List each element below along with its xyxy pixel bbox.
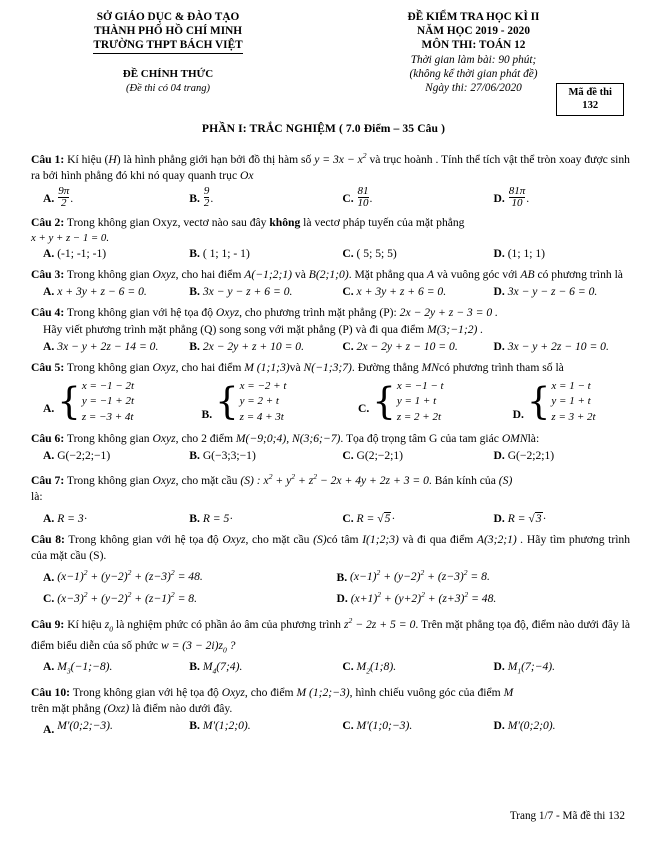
question-7-frame: Oxyz (152, 474, 176, 488)
question-10-label: Câu 10: (31, 685, 70, 699)
option-row-item[interactable] (337, 587, 631, 607)
question-2-label: Câu 2: (31, 215, 65, 229)
option-value: 3x − y − z + 6 = 0. (202, 285, 293, 299)
option-row-item[interactable] (189, 448, 342, 464)
question-1-options (31, 186, 630, 210)
question-9-options (31, 659, 630, 680)
option-value: G(2;−2;1) (356, 449, 404, 463)
exam-code-label: Mã đề thi (568, 87, 612, 98)
option-value: M'(0;2;0). (507, 719, 556, 733)
question-4 (31, 305, 630, 321)
question-8-text-e: Hãy tìm phương trình của mặt cầu (S). (31, 532, 631, 563)
option-value: (1; 1; 1) (507, 246, 546, 260)
exam-duration-note: (không kể thời gian phát đề) (409, 67, 538, 80)
option-letter: D. (493, 719, 505, 733)
option-row-item[interactable]: C. R = √5· (342, 511, 396, 525)
question-10-text-d: trên mặt phẳng (31, 702, 101, 716)
exam-code-box (556, 83, 624, 116)
question-7-label: Câu 7: (31, 474, 65, 488)
question-9-w-expression: $w = (3 - 2i)z_0$ ? (160, 638, 236, 654)
option-row-item[interactable] (494, 659, 631, 680)
option-letter: C. (358, 402, 370, 416)
department-line-1: SỞ GIÁO DỤC & ĐÀO TẠO (96, 11, 240, 23)
question-10-text-c: , hình chiếu vuông góc của điểm (349, 685, 501, 699)
option-value: 2x − 2y + z − 10 = 0. (356, 339, 458, 353)
option-letter: D. (493, 511, 505, 525)
question-5-text-d: có phương trình tham số là (439, 360, 564, 374)
question-5-text-b: , cho hai điểm (175, 360, 242, 374)
question-8-point-a: A(3;2;1) . (476, 532, 524, 546)
option-value: x + 3y + z + 6 = 0. (356, 285, 447, 299)
left-brace-icon: { (57, 380, 81, 424)
option-letter: C. (342, 285, 354, 299)
question-8-center: I(1;2;3) (362, 532, 399, 546)
option-row-item[interactable] (43, 448, 189, 464)
option-letter: A. (43, 402, 55, 416)
option-value: $M_1(7;-4)$. (507, 660, 556, 676)
question-6-triangle: OMN (501, 431, 528, 445)
question-10-m-label: M (503, 685, 514, 699)
question-3-options (31, 284, 630, 300)
question-9-text-b: là nghiệm phức có phần ảo âm của phương trình (115, 617, 341, 631)
question-3-point-b: B(2;1;0) (308, 267, 349, 281)
question-3-text-b: , cho hai điểm (175, 267, 242, 281)
option-letter: B. (189, 449, 200, 463)
question-1-text-b: là hình phẳng giới hạn bởi đồ thị hàm số (123, 152, 312, 166)
question-3-point-label: A (426, 267, 435, 281)
option-value: (-1; -1; -1) (57, 246, 107, 260)
question-3-text-e: có phương trình là (537, 267, 623, 281)
option-letter: B. (189, 339, 200, 353)
option-row-item[interactable] (43, 339, 189, 355)
question-10-text-a: Trong không gian với hệ tọa độ (72, 685, 219, 699)
question-4-text-c-line (31, 322, 630, 338)
option-value: R = √3 (507, 511, 542, 525)
option-value: M'(0;2;−3). (57, 719, 113, 733)
school-name: TRƯỜNG THPT BÁCH VIỆT (18, 38, 318, 53)
option-row-item[interactable] (358, 379, 513, 425)
question-5-frame: Oxyz (152, 360, 176, 374)
question-5-text-a: Trong không gian (66, 360, 150, 374)
question-10-text-e: là điểm nào dưới đây. (132, 702, 233, 716)
option-fraction: $\frac{9\pi}{2}$ (58, 184, 70, 210)
department-line-2: THÀNH PHỐ HỒ CHÍ MINH (93, 25, 243, 38)
option-value: $M_2(1;8)$. (356, 660, 397, 676)
option-row-item[interactable] (342, 339, 493, 355)
option-row-item[interactable] (494, 246, 631, 262)
option-letter: B. (189, 285, 200, 299)
option-row-item[interactable] (342, 659, 493, 680)
exam-subject: MÔN THI: TOÁN 12 (421, 39, 526, 52)
option-letter: B. (189, 719, 200, 733)
question-10-point-m: M (1;2;−3) (296, 685, 350, 699)
question-4-label: Câu 4: (31, 306, 65, 320)
question-8 (31, 532, 630, 565)
page-footer: Trang 1/7 - Mã đề thi 132 (509, 810, 625, 822)
question-6-text-d: là: (527, 431, 540, 445)
question-8-options-row-1 (31, 566, 630, 586)
page-count-note: (Đề thi có 04 trang) (126, 82, 210, 94)
question-1-function: $y = 3x - x^2$ (314, 151, 367, 166)
question-5-point-m: M (1;1;3) (244, 360, 290, 374)
option-letter: A. (43, 339, 55, 353)
question-5-label: Câu 5: (31, 360, 65, 374)
question-3-text-c: . Mặt phẳng qua (348, 267, 425, 281)
option-letter: A. (43, 191, 55, 205)
question-7-text-a: Trong không gian (66, 474, 150, 488)
question-8-text-b: , cho mặt cầu (245, 532, 310, 546)
question-5-point-n: N(−1;3;7) (303, 360, 352, 374)
question-4-frame: Oxyz (215, 306, 240, 320)
option-letter: C. (342, 660, 354, 674)
question-1-text-a: Kí hiệu (67, 152, 102, 166)
option-row-item[interactable] (494, 718, 631, 734)
exam-date: Ngày thi: 27/06/2020 (425, 82, 522, 95)
question-4-text-b: , cho phương trình mặt phẳng (P): (239, 306, 397, 320)
question-1-inline-H: (H) (104, 152, 121, 166)
option-system: x = −1 − t y = 1 + t z = 2 + 2t (396, 380, 444, 423)
option-value: ( 5; 5; 5) (356, 246, 397, 260)
question-1-axis: Ox (240, 169, 254, 183)
option-fraction: $\frac{9}{2}$ (203, 184, 210, 210)
question-10-text-d-line (31, 701, 630, 717)
exam-title-line-2: NĂM HỌC 2019 - 2020 (417, 25, 530, 38)
question-10-frame: Oxyz (221, 685, 245, 699)
question-6-points: M(−9;0;4), N(3;6;−7) (235, 431, 341, 445)
header-exam-block (318, 10, 629, 111)
option-value: M'(1;2;0). (202, 719, 251, 733)
option-row-item[interactable] (189, 339, 342, 355)
option-letter: C. (43, 591, 55, 605)
question-7-text-d-line (31, 489, 630, 505)
option-row-item[interactable] (337, 566, 631, 586)
question-1-text-c: và trục hoành . Tính thể tích vật thể tròn xoay được sinh ra bởi hình phẳng đó khi nó quay quanh trục (31, 152, 630, 183)
left-brace-icon: { (526, 380, 551, 424)
option-row-item[interactable] (513, 379, 630, 425)
option-row-item[interactable] (189, 246, 342, 262)
question-8-text-c: có tâm (326, 532, 359, 546)
question-3-label: Câu 3: (31, 267, 65, 281)
option-value: $(x+1)^2 + (y+2)^2 + (z+3)^2 = 48$. (350, 589, 497, 605)
option-letter: A. (43, 285, 55, 299)
question-10-options (31, 718, 630, 737)
option-row-item[interactable]: C. $\frac{81}{10}$ . (342, 184, 373, 210)
option-value: ( 1; 1; - 1) (202, 246, 250, 260)
question-6-text-a: Trong không gian (66, 431, 150, 445)
document-header (0, 0, 647, 111)
question-8-frame: Oxyz (222, 532, 246, 546)
question-5 (31, 360, 630, 376)
question-3-point-a: A(−1;2;1) (244, 267, 292, 281)
question-2-equation-line (31, 231, 630, 245)
question-7 (31, 469, 630, 489)
option-value: $M_3(-1;-8)$. (57, 660, 113, 676)
option-row-item[interactable] (43, 284, 189, 300)
question-8-sphere-label: (S) (313, 532, 327, 546)
option-letter: B. (189, 660, 200, 674)
option-letter: A. (43, 246, 55, 260)
option-letter: C. (342, 719, 354, 733)
option-system: x = −2 + t y = 2 + t z = 4 + 3t (239, 380, 287, 423)
question-7-text-d: là: (31, 490, 43, 504)
question-1 (31, 148, 630, 185)
option-letter: A. (43, 723, 55, 737)
option-row-item[interactable] (189, 284, 342, 300)
option-row-item[interactable] (189, 718, 342, 734)
option-letter: B. (189, 191, 200, 205)
question-7-text-c: . Bán kính của (428, 474, 496, 488)
option-letter: B. (189, 246, 200, 260)
option-letter: D. (493, 191, 505, 205)
questions-container (0, 148, 647, 735)
question-3-text-a: Trong không gian (66, 267, 150, 281)
option-row-item[interactable] (342, 718, 493, 734)
option-letter: D. (493, 285, 505, 299)
question-9-text-a: Kí hiệu (67, 617, 102, 631)
question-8-text-a: Trong không gian với hệ tọa độ (68, 532, 219, 546)
option-system: x = 1 − t y = 1 + t z = 3 + 2t (551, 380, 596, 423)
option-value: $(x-3)^2 + (y-2)^2 + (z-1)^2 = 8$. (57, 589, 197, 605)
exam-code-value: 132 (582, 100, 599, 111)
option-row-item[interactable]: B. $\frac{9}{2}$ . (189, 184, 214, 210)
question-5-conj: và (289, 360, 301, 374)
option-letter: C. (342, 511, 354, 525)
option-letter: B. (201, 408, 213, 422)
question-3-segment: AB (520, 267, 535, 281)
question-2-equation: x + y + z − 1 = 0. (31, 231, 110, 244)
question-10-plane: (Oxz) (103, 702, 130, 716)
question-6-options (31, 448, 630, 464)
option-value: 3x − y + 2z − 14 = 0. (57, 339, 159, 353)
option-value: M'(1;0;−3). (356, 719, 413, 733)
option-fraction: $\frac{81\pi}{10}$ (508, 184, 526, 210)
option-letter: A. (43, 449, 55, 463)
option-letter: A. (43, 511, 55, 525)
option-value: x + 3y + z − 6 = 0. (57, 285, 147, 299)
question-4-text-a: Trong không gian với hệ tọa độ (66, 306, 214, 320)
question-4-options (31, 339, 630, 355)
option-row-item[interactable] (43, 379, 201, 425)
option-row-item[interactable]: B. R = 5· (189, 511, 234, 525)
question-6-text-b: , cho 2 điểm (175, 431, 233, 445)
question-2-text: Trong không gian Oxyz, vectơ nào sau đây không là vectơ pháp tuyến của mặt phẳng (66, 215, 465, 229)
option-row-item[interactable] (494, 339, 631, 355)
option-row-item[interactable] (43, 566, 337, 586)
question-3-frame: Oxyz (152, 267, 176, 281)
option-value: 2x − 2y + z + 10 = 0. (202, 339, 304, 353)
question-7-sphere-label: (S) (498, 474, 513, 488)
option-letter: C. (342, 191, 354, 205)
question-9-text-c: . Trên mặt phẳng tọa độ, điểm nào dưới đây là điểm biểu diễn của số phức (31, 617, 630, 652)
option-letter: D. (493, 246, 505, 260)
question-2-options (31, 246, 630, 262)
option-letter: D. (512, 408, 524, 422)
left-brace-icon: { (372, 380, 396, 424)
question-8-options-row-2 (31, 587, 630, 607)
question-9-label: Câu 9: (31, 617, 65, 631)
question-5-options (31, 379, 630, 425)
question-3-conj: và (294, 267, 306, 281)
part-one-title: PHẦN I: TRẮC NGHIỆM ( 7.0 Điểm – 35 Câu ) (201, 122, 446, 136)
option-value: $(x-1)^2 + (y-2)^2 + (z-3)^2 = 8$. (350, 568, 490, 584)
option-value: 3x − y + 2z − 10 = 0. (507, 339, 609, 353)
option-row-item[interactable]: A. $\frac{9\pi}{2}$ . (43, 184, 74, 210)
question-5-line: MN (421, 360, 440, 374)
question-9 (31, 613, 630, 658)
question-7-options (31, 507, 630, 527)
question-6-text-c: . Tọa độ trọng tâm G của tam giác (340, 431, 499, 445)
option-fraction: $\frac{81}{10}$ (357, 184, 369, 210)
option-row-item[interactable] (342, 284, 493, 300)
option-row-item[interactable] (43, 718, 189, 737)
option-row-item[interactable] (43, 659, 189, 680)
option-letter: C. (342, 339, 354, 353)
option-letter: A. (43, 660, 55, 674)
option-row-item[interactable] (342, 448, 493, 464)
option-letter: D. (493, 660, 505, 674)
option-system: x = −1 − 2t y = −1 + 2t z = −3 + 4t (81, 380, 135, 423)
option-letter: D. (493, 339, 505, 353)
question-10 (31, 685, 630, 701)
official-label: ĐỀ CHÍNH THỨC (122, 67, 214, 80)
option-letter: B. (336, 570, 348, 584)
option-row-item[interactable]: D. $\frac{81\pi}{10}$ . (493, 184, 530, 210)
question-4-text-c: Hãy viết phương trình mặt phẳng (Q) song song với mặt phẳng (P) và đi qua điểm (43, 322, 425, 336)
option-row-item[interactable] (494, 448, 631, 464)
question-6-frame: Oxyz (152, 431, 176, 445)
exam-title-line-1: ĐỀ KIỂM TRA HỌC KÌ II (407, 11, 540, 23)
option-value: R = √5 (356, 511, 391, 525)
question-1-label: Câu 1: (31, 152, 65, 166)
question-2 (31, 215, 630, 231)
option-row-item[interactable]: A. R = 3· (43, 511, 88, 525)
exam-duration: Thời gian làm bài: 90 phút; (410, 53, 537, 66)
option-letter: D. (336, 591, 348, 605)
option-value: G(−3;3;−1) (202, 449, 256, 463)
option-letter: A. (43, 570, 55, 584)
question-3 (31, 267, 630, 283)
question-8-label: Câu 8: (31, 532, 65, 546)
option-row-item[interactable] (189, 659, 342, 680)
option-value: 3x − y − z − 6 = 0. (507, 285, 598, 299)
question-3-text-d: và vuông góc với (436, 267, 518, 281)
question-9-equation: $z^2 - 2z + 5 = 0$ (343, 616, 416, 631)
question-5-text-c: . Đường thẳng (351, 360, 419, 374)
header-school-block (18, 10, 318, 96)
question-9-root-symbol: $z_0$ (104, 617, 114, 634)
option-value: G(−2;2;−1) (57, 449, 111, 463)
option-row-item[interactable]: D. R = √3· (493, 511, 547, 525)
option-row-item[interactable] (43, 587, 337, 607)
option-letter: C. (342, 449, 354, 463)
option-row-item[interactable] (201, 379, 358, 425)
option-row-item[interactable] (43, 246, 189, 262)
option-letter: D. (493, 449, 505, 463)
question-8-text-d: và đi qua điểm (402, 532, 474, 546)
question-4-point: M(3;−1;2) . (427, 322, 484, 336)
question-6-label: Câu 6: (31, 431, 65, 445)
option-letter: B. (189, 511, 200, 525)
option-letter: C. (342, 246, 354, 260)
option-value: $(x-1)^2 + (y-2)^2 + (z-3)^2 = 48$. (57, 568, 203, 584)
option-row-item[interactable] (494, 284, 631, 300)
option-row-item[interactable] (342, 246, 493, 262)
option-value: $M_4(7;4)$. (202, 660, 243, 676)
left-brace-icon: { (215, 380, 239, 424)
question-10-text-b: , cho điểm (244, 685, 294, 699)
question-2-emphasis: không (269, 215, 301, 229)
question-6 (31, 431, 630, 447)
question-7-text-b: , cho mặt cầu (175, 474, 238, 488)
option-value: G(−2;2;1) (507, 449, 555, 463)
question-7-sphere-equation: (S) : $x^2 + y^2 + z^2 - 2x + 4y + 2z + 3 = 0$ (240, 472, 429, 488)
question-4-plane-equation: 2x − 2y + z − 3 = 0 . (399, 306, 498, 320)
